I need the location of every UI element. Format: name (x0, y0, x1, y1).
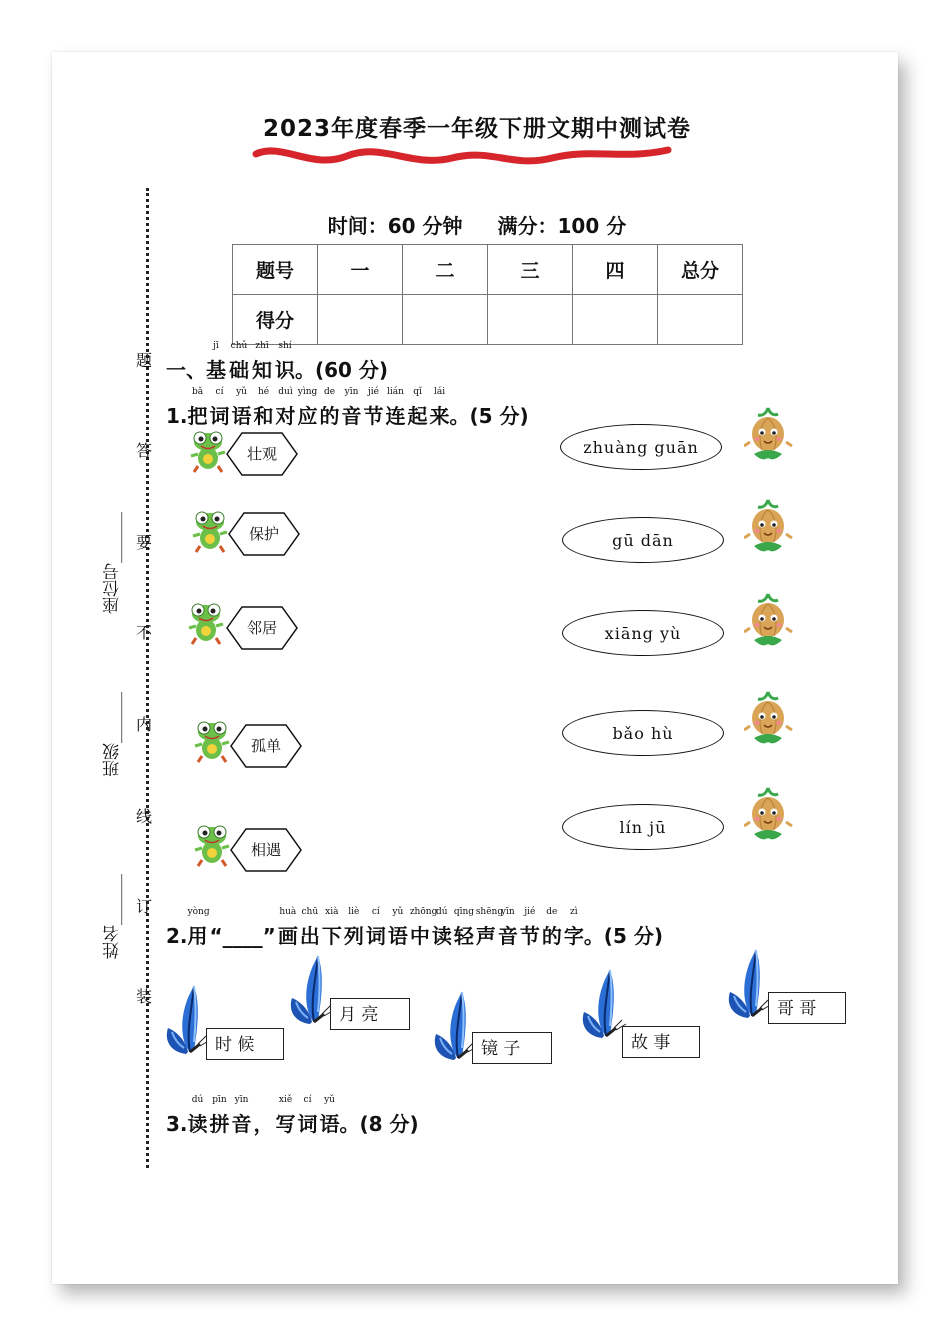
onion-icon (744, 406, 794, 464)
score-header-cell: 题号 (233, 245, 318, 295)
pinyin-oval[interactable]: bǎo hù (562, 710, 724, 756)
exam-paper (52, 52, 898, 1284)
time-limit: 时间：60 分钟 (327, 214, 463, 238)
heading-tail: 。(60 分) (295, 358, 389, 382)
heading-char: zhī 知 (252, 341, 272, 382)
binding-char: 要 (136, 533, 153, 552)
pinyin-oval[interactable]: zhuàng guān (560, 424, 722, 470)
q2-char: yòng 用 (187, 907, 210, 948)
q1-char: bǎ 把 (187, 387, 208, 428)
onion-icon (744, 498, 794, 556)
pinyin-oval[interactable]: xiāng yù (562, 610, 724, 656)
frog-icon (188, 602, 226, 646)
q2-char: zì 字 (563, 907, 584, 948)
onion-icon (744, 786, 794, 844)
q2-char: xià 下 (321, 907, 342, 948)
section1-heading (166, 341, 389, 383)
full-score: 满分：100 分 (497, 214, 627, 238)
frog-icon (194, 824, 232, 868)
pinyin-oval[interactable]: lín jū (562, 804, 724, 850)
q2-number: 2. (166, 924, 188, 948)
q2-char: yīn 音 (497, 907, 518, 948)
hexagon-word: 相遇 (250, 841, 281, 859)
red-wave-decoration (252, 140, 672, 174)
q1-char: duì 对 (275, 387, 296, 428)
q2-char: shēng 声 (475, 907, 504, 948)
q2-char: qīng 轻 (453, 907, 475, 948)
q2-tail: 。(5 分) (583, 924, 663, 948)
q2-char: huà 画 (277, 907, 298, 948)
q3-char: pīn 拼 (209, 1095, 230, 1136)
time-score-line (232, 210, 722, 239)
score-table-score-row (233, 295, 743, 345)
frog-icon (192, 510, 230, 554)
word-hexagon[interactable] (226, 606, 298, 654)
q3-number: 3. (166, 1112, 188, 1136)
seat-number-label: 座位号______ (103, 512, 123, 614)
q2-char: chū 出 (299, 907, 320, 948)
name-label: 姓名______ (103, 874, 123, 959)
q2-char: de 的 (541, 907, 562, 948)
q1-tail: 。(5 分) (449, 404, 529, 428)
q2-char: liè 列 (343, 907, 364, 948)
q1-number: 1. (166, 404, 188, 428)
heading-char: jī 基 (206, 341, 226, 382)
word-hexagon[interactable] (228, 512, 300, 560)
binding-dotted-line (146, 188, 149, 1168)
word-box[interactable]: 时 候 (206, 1028, 284, 1060)
frog-icon (190, 430, 228, 474)
q1-char: hé 和 (253, 387, 274, 428)
q1-char: lián 连 (385, 387, 406, 428)
score-cell-3[interactable] (488, 295, 573, 345)
word-hexagon[interactable] (230, 724, 302, 772)
class-label: 班级______ (103, 692, 123, 777)
binding-char: 不 (136, 623, 153, 642)
q3-char: dú 读 (187, 1095, 208, 1136)
word-box[interactable]: 月 亮 (330, 998, 410, 1030)
hexagon-word: 孤单 (250, 737, 281, 755)
q2-char: yǔ 语 (387, 907, 408, 948)
heading-char: chǔ 础 (229, 341, 249, 382)
word-hexagon[interactable] (226, 432, 298, 480)
binding-char: 订 (136, 897, 153, 916)
word-box[interactable]: 故 事 (622, 1026, 700, 1058)
binding-char: 题 (136, 351, 153, 370)
score-header-cell: 总分 (658, 245, 743, 295)
score-header-cell: 三 (488, 245, 573, 295)
q1-heading (166, 387, 529, 429)
word-box[interactable]: 镜 子 (472, 1032, 552, 1064)
q1-char: cí 词 (209, 387, 230, 428)
q1-char: yìng 应 (297, 387, 318, 428)
score-header-cell: 二 (403, 245, 488, 295)
score-cell-1[interactable] (318, 295, 403, 345)
score-table-header-row (233, 245, 743, 295)
onion-icon (744, 690, 794, 748)
q1-char: yǔ 语 (231, 387, 252, 428)
q1-char: yīn 音 (341, 387, 362, 428)
q3-char: yǔ 语 (319, 1095, 340, 1136)
q1-char: jié 节 (363, 387, 384, 428)
hexagon-word: 邻居 (246, 619, 277, 637)
q3-tail: 。(8 分) (339, 1112, 419, 1136)
q2-char: dú 读 (431, 907, 452, 948)
q3-char: cí 词 (297, 1095, 318, 1136)
q2-char: cí 词 (365, 907, 386, 948)
score-header-cell: 四 (573, 245, 658, 295)
word-box[interactable]: 哥 哥 (768, 992, 846, 1024)
q1-char: qǐ 起 (407, 387, 428, 428)
score-cell-total[interactable] (658, 295, 743, 345)
hexagon-word: 保护 (248, 525, 279, 543)
frog-icon (194, 720, 232, 764)
exam-title: 2023年度春季一年级下册文期中测试卷 (262, 116, 691, 142)
binding-char: 装 (136, 987, 153, 1006)
heading-char: 、 (186, 358, 206, 382)
q2-char: jié 节 (519, 907, 540, 948)
q1-char: lái 来 (429, 387, 450, 428)
binding-char: 内 (136, 715, 153, 734)
pinyin-oval[interactable]: gū dān (562, 517, 724, 563)
score-cell-2[interactable] (403, 295, 488, 345)
q2-heading (166, 907, 663, 949)
q3-char: ， (253, 1112, 274, 1136)
q3-char: xiě 写 (275, 1095, 296, 1136)
binding-char: 线 (136, 807, 153, 826)
score-row-label: 得分 (233, 295, 318, 345)
q2-char: “____” (209, 924, 276, 948)
score-header-cell: 一 (318, 245, 403, 295)
score-cell-4[interactable] (573, 295, 658, 345)
score-table (232, 244, 743, 345)
q3-heading (166, 1095, 419, 1137)
q1-char: de 的 (319, 387, 340, 428)
hexagon-word: 壮观 (246, 445, 277, 463)
heading-char: shí 识 (275, 341, 295, 382)
q3-char: yīn 音 (231, 1095, 252, 1136)
word-hexagon[interactable] (230, 828, 302, 876)
binding-char: 答 (136, 441, 153, 460)
q2-char: zhōng 中 (409, 907, 438, 948)
heading-char: 一 (166, 358, 186, 382)
onion-icon (744, 592, 794, 650)
